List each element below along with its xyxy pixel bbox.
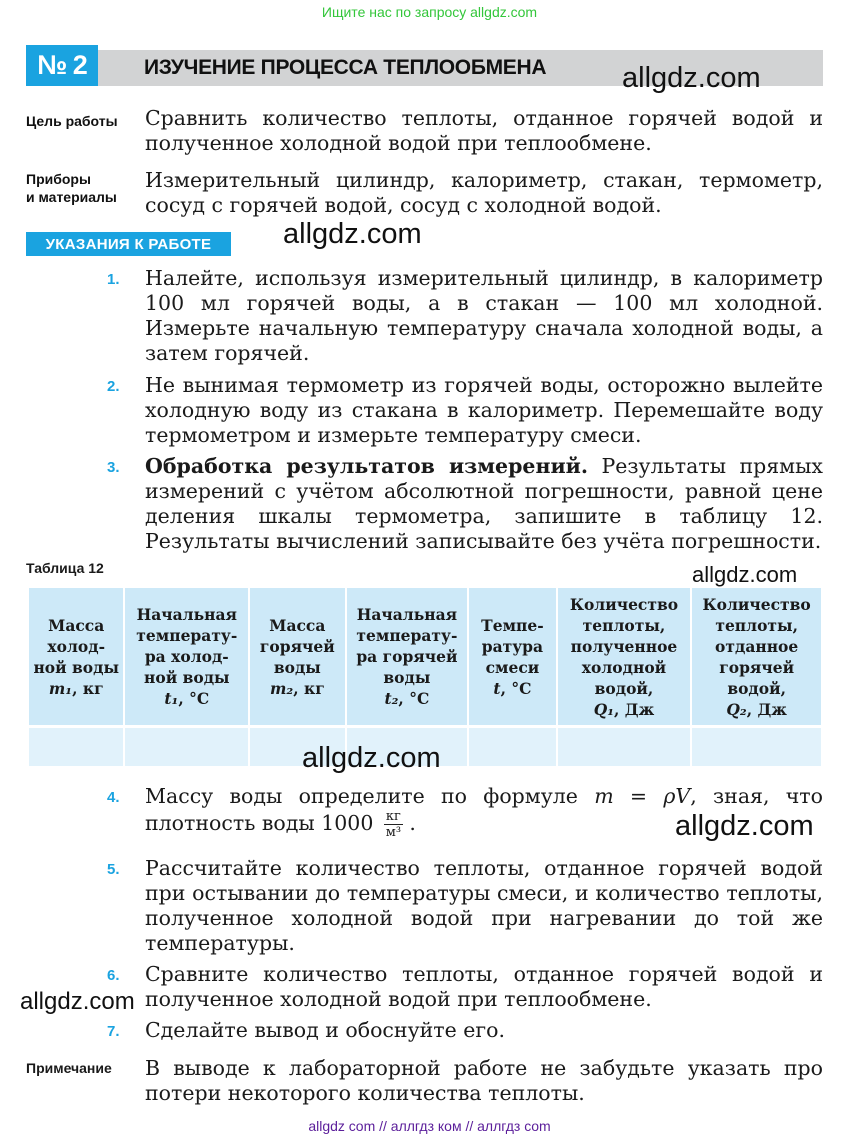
table-cell[interactable]	[692, 728, 821, 766]
table-cell[interactable]	[558, 728, 691, 766]
col-header: Темпе-ратура смеси t, °C	[469, 588, 555, 728]
step-text: Массу воды определите по формуле	[145, 784, 595, 808]
step-number: 1.	[107, 271, 120, 288]
step-2	[107, 373, 823, 448]
col-header: Начальная температу-ра горячей воды t₂, °C	[347, 588, 468, 728]
table-caption: Таблица 12	[26, 560, 104, 576]
table-cell[interactable]	[125, 728, 248, 766]
step-number: 6.	[107, 967, 120, 984]
step-text: Сравните количество теплоты, отданное горячей водой и полученное холодной водой при теплообмене.	[145, 962, 823, 1011]
step-3	[107, 454, 823, 554]
equipment-text: Измерительный цилиндр, калориметр, стакан, термометр, сосуд с горячей водой, сосуд с холодной водой.	[145, 168, 823, 217]
step-6	[107, 962, 823, 1012]
formula: m = ρV	[594, 784, 691, 808]
instructions-badge: УКАЗАНИЯ К РАБОТЕ	[26, 232, 231, 256]
col-header: Масса холод-ной воды m₁, кг	[29, 588, 123, 728]
note-text: В выводе к лабораторной работе не забудьте указать про потери некоторого количества теплоты.	[145, 1056, 823, 1105]
table-cell[interactable]	[469, 728, 555, 766]
step-1	[107, 266, 823, 366]
step-number: 2.	[107, 378, 120, 395]
goal-text: Сравнить количество теплоты, отданное горячей водой и полученное холодной водой при теплообмене.	[145, 106, 823, 155]
top-banner-link[interactable]: Ищите нас по запросу allgdz.com	[321, 4, 538, 20]
step-text: Сделайте вывод и обоснуйте его.	[145, 1018, 506, 1042]
col-header: Количество теплоты, отданное горячей водой, Q₂, Дж	[692, 588, 821, 728]
step-text: Рассчитайте количество теплоты, отданное горячей водой при остывании до температуры смеси, и количество теплоты, полученное холодной водой при нагревании до той же температуры.	[145, 856, 823, 955]
watermark: allgdz.com	[675, 810, 814, 842]
step-7	[107, 1018, 823, 1043]
footer-links[interactable]: allgdz com // аллгдз ком // аллгдз com	[308, 1118, 551, 1134]
col-header: Количество теплоты, полученное холодной водой, Q₁, Дж	[558, 588, 691, 728]
step-text: Налейте, используя измерительный цилиндр, в калориметр 100 мл горячей воды, а в стакан — 100 мл холодной. Измерьте начальную температуру сначала холодной воды, а затем горячей.	[145, 266, 823, 365]
watermark: allgdz.com	[692, 562, 798, 587]
equipment-label	[26, 170, 117, 206]
table-header-row	[29, 588, 821, 728]
step-number: 5.	[107, 861, 120, 878]
col-header: Начальная температу-ра холод-ной воды t₁, °C	[125, 588, 248, 728]
table-cell[interactable]	[29, 728, 123, 766]
equipment-label-line1: Приборы	[26, 171, 91, 187]
step-4: 4. Массу воды определите по формуле m = ρV, зная, что плотность воды 1000 $\frac{кг}{\text{м³}}$ .	[107, 784, 823, 840]
col-header: Масса горячей воды m₂, кг	[250, 588, 344, 728]
step-number: 3.	[107, 459, 120, 476]
watermark: allgdz.com	[283, 218, 422, 250]
density-unit-fraction: $\frac{кг}{\text{м³}}$	[385, 809, 402, 840]
step-number: 7.	[107, 1023, 120, 1040]
results-table	[27, 588, 823, 766]
equipment-label-line2: и материалы	[26, 189, 117, 205]
step-text: , зная, что плотность воды 1000	[145, 784, 823, 835]
lab-title: ИЗУЧЕНИЕ ПРОЦЕССА ТЕПЛООБМЕНА	[144, 56, 547, 79]
watermark: allgdz.com	[20, 988, 135, 1015]
step-text: Результаты прямых измерений с учётом абсолютной погрешности, равной цене деления шкалы термометра, запишите в таблицу 12. Результаты вычислений записывайте без учёта погрешности.	[145, 454, 823, 553]
step-text: Не вынимая термометр из горячей воды, осторожно вылейте холодную воду из стакана в калориметр. Перемешайте воду термометром и измерьте температуру смеси.	[145, 373, 823, 447]
step-bold-heading: Обработка результатов измерений.	[145, 454, 589, 478]
lab-number-badge: № 2	[26, 45, 98, 86]
step-number: 4.	[107, 789, 120, 806]
goal-label: Цель работы	[26, 113, 118, 129]
note-label: Примечание	[26, 1060, 112, 1076]
step-5	[107, 856, 823, 956]
watermark: allgdz.com	[622, 62, 761, 94]
watermark: allgdz.com	[302, 742, 441, 774]
